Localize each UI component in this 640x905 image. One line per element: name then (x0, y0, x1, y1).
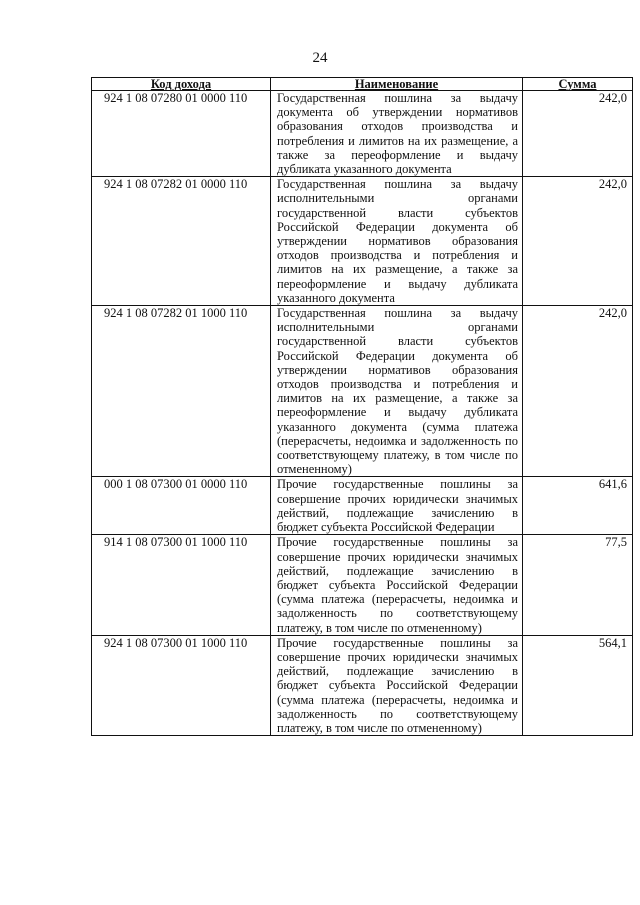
table-row (92, 635, 633, 735)
revenue-name: Прочие государственные пошлины за совершение прочих юридически значимых действий, подлежащие зачислению в бюджет субъекта Российской Федерации (сумма платежа (перерасчеты, недоимка и задолженность по соответствующему платежу, в том числе по отмененному) (271, 535, 523, 635)
revenue-name: Государственная пошлина за выдачу исполнительными органами государственной власти субъектов Российской Федерации документа об утверждении нормативов образования отходов производства и потребления и лимитов на их размещение, а также за переоформление и выдачу дубликата указанного документа (271, 177, 523, 306)
revenue-sum: 77,5 (523, 535, 633, 635)
revenue-sum: 242,0 (523, 177, 633, 306)
revenue-code: 924 1 08 07300 01 1000 110 (92, 635, 271, 735)
revenue-name: Государственная пошлина за выдачу исполнительными органами государственной власти субъектов Российской Федерации документа об утверждении нормативов образования отходов производства и потребления и лимитов на их размещение, а также за переоформление и выдачу дубликата указанного документа (сумма платежа (перерасчеты, недоимка и задолженность по соответствующему платежу, в том числе по отмененному) (271, 306, 523, 477)
header-code: Код дохода (92, 78, 271, 91)
revenue-code: 924 1 08 07280 01 0000 110 (92, 91, 271, 177)
header-name: Наименование (271, 78, 523, 91)
revenue-sum: 242,0 (523, 306, 633, 477)
header-sum: Сумма (523, 78, 633, 91)
table-row (92, 306, 633, 477)
revenue-sum: 242,0 (523, 91, 633, 177)
page-number: 24 (312, 50, 328, 66)
table-row (92, 177, 633, 306)
table-row (92, 91, 633, 177)
revenue-table (91, 77, 633, 736)
revenue-sum: 564,1 (523, 635, 633, 735)
revenue-name: Прочие государственные пошлины за совершение прочих юридически значимых действий, подлежащие зачислению в бюджет субъекта Российской Федерации (сумма платежа (перерасчеты, недоимка и задолженность по соответствующему платежу, в том числе по отмененному) (271, 635, 523, 735)
table-row (92, 477, 633, 535)
revenue-code: 924 1 08 07282 01 0000 110 (92, 177, 271, 306)
revenue-code: 000 1 08 07300 01 0000 110 (92, 477, 271, 535)
revenue-name: Прочие государственные пошлины за совершение прочих юридически значимых действий, подлежащие зачислению в бюджет субъекта Российской Федерации (271, 477, 523, 535)
revenue-code: 914 1 08 07300 01 1000 110 (92, 535, 271, 635)
revenue-name: Государственная пошлина за выдачу документа об утверждении нормативов образования отходов производства и потребления и лимитов на их размещение, а также за переоформление и выдачу дубликата указанного документа (271, 91, 523, 177)
revenue-code: 924 1 08 07282 01 1000 110 (92, 306, 271, 477)
table-row (92, 535, 633, 635)
revenue-sum: 641,6 (523, 477, 633, 535)
table-header-row (92, 78, 633, 91)
